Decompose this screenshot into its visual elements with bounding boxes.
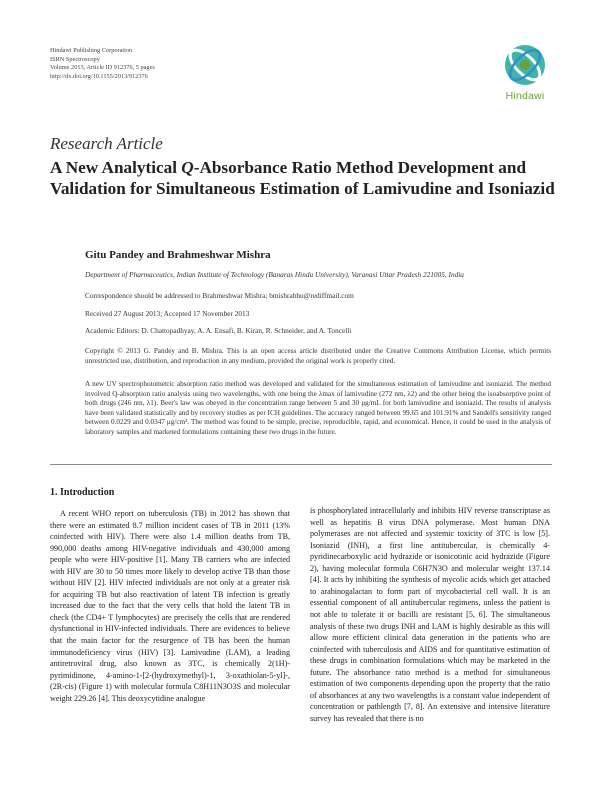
doi-link[interactable]: http://dx.doi.org/10.1155/2013/912376 <box>50 72 148 80</box>
hindawi-logo <box>499 43 551 105</box>
title-part-1: A New Analytical <box>50 158 182 177</box>
title-part-2: -Absorbance Ratio Method Development and Validation for Simultaneous Estimation of Lamivudine and Isoniazid <box>50 158 555 198</box>
section-heading: 1. Introduction <box>50 487 115 498</box>
intro-left-column <box>50 508 290 704</box>
correspondence: Correspondence should be addressed to Brahmeshwar Mishra; bmishrabhu@rediffmail.com <box>85 291 354 300</box>
authors: Gitu Pandey and Brahmeshwar Mishra <box>85 249 271 261</box>
article-type: Research Article <box>50 134 163 153</box>
logo-wordmark: Hindawi <box>505 90 545 102</box>
title-q: Q <box>181 158 194 177</box>
intro-right-column <box>310 497 550 733</box>
article-title <box>50 157 560 199</box>
volume-info: Volume 2013, Article ID 912376, 5 pages <box>50 64 155 72</box>
hindawi-logo-icon <box>499 43 551 89</box>
abstract: A new UV spectrophotometric absorption ratio method was developed and validated for the simultaneous estimation of lamivudine and isoniazid. The method involved Q-absorption ratio analysis using two wavelengths, with one being the λmax of lamivudine (272 nm, λ2) and the other being the isoabsorptive point of both drugs (246 nm, λ1). Beer's law was obeyed in the concentration range between 5 and 30 μg/mL for both lamivudine and isoniazid. The results of analysis have been validated statistically and by recovery studies as per ICH guidelines. The accuracy ranged between 99.65 and 101.91% and Sandell's sensitivity ranged between 0.0229 and 0.0347 μg/cm². The method was found to be simple, precise, reproducible, rapid, and economical. Hence, it could be used in the analysis of laboratory samples and marketed formulations containing these two drugs in the future. <box>85 380 551 436</box>
publisher-name: Hindawi Publishing Corporation <box>50 47 133 54</box>
intro-paragraph-left: A recent WHO report on tuberculosis (TB) in 2012 has shown that there were an estimated 8.7 million incident cases of TB in 2011 (13% coinfected with HIV). There were also 1.4 million deaths from TB, 990,000 deaths among HIV-negative individuals and 430,000 among people who were HIV-positive [1]. Many TB carriers who are infected with HIV are 30 to 50 times more likely to develop active TB than those without HIV [2]. HIV infected individuals are not only at a greater risk for acquiring TB but also reactivation of latent TB infection is greatly increased due to the fact that the very cells that hold the latent TB in check (the CD4+ T lymphocytes) are precisely the cells that are rendered dysfunctional in HIV-infected individuals. There are evidences to believe that the main factor for the resurgence of TB has been the human immunodeficiency virus (HIV) [3]. Lamivudine (LAM), a leading antiretroviral drug, also known as 3TC, is chemically 2(1H)-pyrimidinone, 4-amino-1-[2-(hydroxymethyl)-1, 3-oxathiolan-5-yl]-, (2R-cis) (Figure 1) with molecular formula C8H11N3O3S and molecular weight 229.26 [4]. This deoxycytidine analogue <box>50 509 290 703</box>
academic-editors: Academic Editors: D. Chattopadhyay, A. A. Ensafi, B. Kiran, R. Schneider, and A. Toncelli <box>85 326 352 335</box>
intro-paragraph-right: is phosphorylated intracellularly and inhibits HIV reverse transcriptase as well as hepatitis B virus DNA polymerase. Most human DNA polymerases are not affected and systemic toxicity of 3TC is low [5]. Isoniazid (INH), a first line antitubercular, is chemically 4-pyridinecarboxylic acid hydrazide or isonicotinic acid hydrazide (Figure 2), having molecular formula C6H7N3O and molecular weight 137.14 [4]. It acts by inhibiting the synthesis of mycolic acids which get attached to arabinogalactan to form part of mycobacterial cell wall. It is an essential component of all antitubercular regimens, unless the patient is not able to tolerate it or bacilli are resistant [5, 6]. The simultaneous analysis of these two drugs INH and LAM is highly desirable as this will allow more efficient clinical data generation in the patients who are coinfected with tuberculosis and AIDS and for quantitative estimation of these drugs in combination formulations which may be marketed in the future. The absorbance ratio method is a method for simultaneous estimation of two components depending upon the property that the ratio of absorbances at any two wavelengths is a constant value independent of concentration or pathlength [7, 8]. An extensive and intensive literature survey has revealed that there is no <box>310 506 550 723</box>
affiliation: Department of Pharmaceutics, Indian Institute of Technology (Banaras Hindu University), Varanasi Uttar Pradesh 221005, India <box>85 270 464 279</box>
received-accepted-dates: Received 27 August 2013; Accepted 17 November 2013 <box>85 309 250 318</box>
journal-name: ISRN Spectroscopy <box>50 55 100 63</box>
section-divider <box>50 464 552 465</box>
journal-header <box>50 47 155 81</box>
copyright-notice: Copyright © 2013 G. Pandey and B. Mishra. This is an open access article distributed under the Creative Commons Attribution License, which permits unrestricted use, distribution, and reproduction in any medium, provided the original work is properly cited. <box>85 347 551 365</box>
